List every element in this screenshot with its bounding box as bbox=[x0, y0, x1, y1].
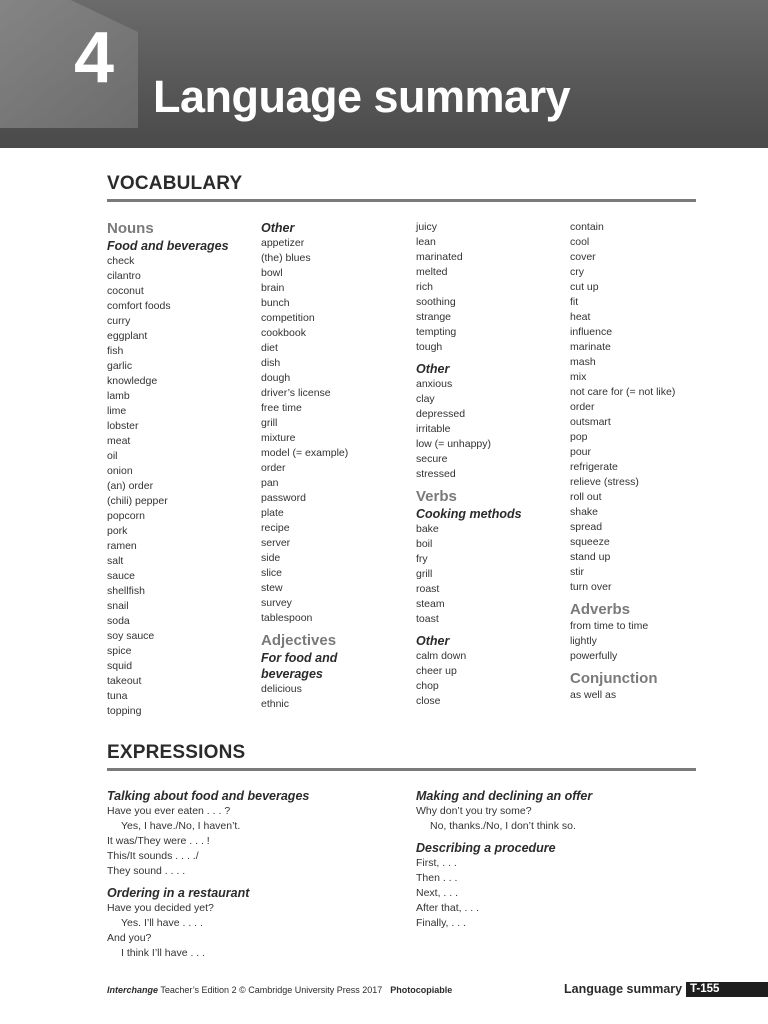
expression-line: Finally, . . . bbox=[416, 917, 466, 929]
vocab-word: order bbox=[570, 401, 595, 413]
vocab-word: driver’s license bbox=[261, 387, 331, 399]
vocab-word: roast bbox=[416, 583, 440, 595]
vocabulary-heading: VOCABULARY bbox=[107, 173, 243, 194]
vocab-word: cilantro bbox=[107, 270, 141, 282]
vocab-word: close bbox=[416, 695, 441, 707]
vocab-word: squid bbox=[107, 660, 133, 672]
vocab-column-3 bbox=[416, 220, 566, 709]
vocab-word: rich bbox=[416, 281, 433, 293]
vocab-word: meat bbox=[107, 435, 131, 447]
vocab-word: strange bbox=[416, 311, 452, 323]
vocab-word: soothing bbox=[416, 296, 456, 308]
vocab-word: grill bbox=[416, 568, 433, 580]
vocab-word: low (= unhappy) bbox=[416, 438, 492, 450]
subcategory-heading: Cooking methods bbox=[416, 507, 522, 521]
vocab-word: pop bbox=[570, 431, 588, 443]
vocab-word: marinate bbox=[570, 341, 611, 353]
expressions-heading: EXPRESSIONS bbox=[107, 742, 246, 763]
vocab-word: chop bbox=[416, 680, 439, 692]
vocab-word: order bbox=[261, 462, 286, 474]
vocab-word: juicy bbox=[416, 221, 438, 233]
vocab-word: tuna bbox=[107, 690, 128, 702]
vocab-word: influence bbox=[570, 326, 613, 338]
footer-book-title: Interchange bbox=[107, 985, 159, 995]
vocab-word: check bbox=[107, 255, 135, 267]
vocab-word: tough bbox=[416, 341, 443, 353]
subcategory-heading: Other bbox=[416, 362, 450, 376]
vocab-word: spice bbox=[107, 645, 132, 657]
vocab-word: snail bbox=[107, 600, 129, 612]
vocab-word: competition bbox=[261, 312, 315, 324]
vocab-word: fit bbox=[570, 296, 579, 308]
vocab-word: (an) order bbox=[107, 480, 154, 492]
vocab-word: heat bbox=[570, 311, 591, 323]
vocab-word: shellfish bbox=[107, 585, 145, 597]
vocab-word: lamb bbox=[107, 390, 130, 402]
vocab-word: topping bbox=[107, 705, 142, 717]
vocab-word: mix bbox=[570, 371, 587, 383]
vocab-word: ramen bbox=[107, 540, 137, 552]
category-heading: Conjunction bbox=[570, 670, 658, 687]
subcategory-heading: Talking about food and beverages bbox=[107, 789, 310, 803]
subcategory-heading: For food and bbox=[261, 651, 338, 665]
vocab-word: ethnic bbox=[261, 698, 290, 710]
vocab-word: toast bbox=[416, 613, 439, 625]
vocab-word: stand up bbox=[570, 551, 611, 563]
subcategory-heading: Making and declining an offer bbox=[416, 789, 593, 803]
vocab-word: cry bbox=[570, 266, 584, 278]
vocab-word: brain bbox=[261, 282, 285, 294]
subcategory-heading: beverages bbox=[261, 667, 323, 681]
vocab-word: melted bbox=[416, 266, 448, 278]
expression-line: After that, . . . bbox=[416, 902, 480, 914]
expression-line: Why don’t you try some? bbox=[416, 805, 532, 817]
expression-response: I think I’ll have . . . bbox=[121, 947, 206, 959]
vocab-word: model (= example) bbox=[261, 447, 349, 459]
footer-edition: Teacher’s Edition 2 © Cambridge University Press 2017 bbox=[158, 985, 383, 995]
category-heading: Verbs bbox=[416, 488, 457, 505]
vocab-word: not care for (= not like) bbox=[570, 386, 676, 398]
vocab-word: comfort foods bbox=[107, 300, 171, 312]
vocab-word: salt bbox=[107, 555, 124, 567]
page-title: Language summary bbox=[153, 71, 571, 122]
chapter-tab-shape bbox=[0, 0, 138, 128]
vocab-word: from time to time bbox=[570, 620, 649, 632]
vocab-word: soy sauce bbox=[107, 630, 155, 642]
vocab-word: bake bbox=[416, 523, 439, 535]
vocab-word: knowledge bbox=[107, 375, 158, 387]
expression-line: Have you ever eaten . . . ? bbox=[107, 805, 231, 817]
expression-response: Yes, I have./No, I haven’t. bbox=[121, 820, 241, 832]
vocab-word: onion bbox=[107, 465, 133, 477]
vocab-word: stew bbox=[261, 582, 283, 594]
vocab-word: server bbox=[261, 537, 291, 549]
vocab-word: cool bbox=[570, 236, 590, 248]
vocab-word: lightly bbox=[570, 635, 597, 647]
vocab-word: takeout bbox=[107, 675, 142, 687]
vocab-word: password bbox=[261, 492, 306, 504]
vocab-word: calm down bbox=[416, 650, 467, 662]
vocab-word: curry bbox=[107, 315, 131, 327]
vocab-word: popcorn bbox=[107, 510, 145, 522]
vocab-column-1 bbox=[107, 220, 257, 719]
vocab-word: spread bbox=[570, 521, 603, 533]
vocab-word: pan bbox=[261, 477, 279, 489]
vocab-word: refrigerate bbox=[570, 461, 618, 473]
vocab-word: lobster bbox=[107, 420, 139, 432]
category-heading: Adjectives bbox=[261, 632, 337, 649]
chapter-banner bbox=[0, 0, 768, 148]
vocab-word: secure bbox=[416, 453, 448, 465]
subcategory-heading: Describing a procedure bbox=[416, 841, 556, 855]
footer-section-name: Language summary bbox=[564, 982, 683, 996]
vocab-word: dish bbox=[261, 357, 281, 369]
vocab-word: irritable bbox=[416, 423, 451, 435]
vocab-word: relieve (stress) bbox=[570, 476, 639, 488]
vocab-word: steam bbox=[416, 598, 445, 610]
subcategory-heading: Food and beverages bbox=[107, 239, 229, 253]
vocab-word: eggplant bbox=[107, 330, 148, 342]
vocab-word: cheer up bbox=[416, 665, 457, 677]
vocab-word: bunch bbox=[261, 297, 290, 309]
vocab-word: mash bbox=[570, 356, 596, 368]
vocab-word: contain bbox=[570, 221, 604, 233]
vocab-word: appetizer bbox=[261, 237, 305, 249]
vocab-column-2 bbox=[261, 220, 411, 712]
vocab-word: squeeze bbox=[570, 536, 610, 548]
vocab-word: slice bbox=[261, 567, 283, 579]
expression-line: Have you decided yet? bbox=[107, 902, 214, 914]
expression-line: Next, . . . bbox=[416, 887, 459, 899]
subcategory-heading: Ordering in a restaurant bbox=[107, 886, 250, 900]
vocab-word: cover bbox=[570, 251, 596, 263]
vocab-word: shake bbox=[570, 506, 599, 518]
footer-photocopiable: Photocopiable bbox=[390, 985, 453, 995]
vocab-word: pork bbox=[107, 525, 128, 537]
vocab-word: side bbox=[261, 552, 281, 564]
footer-credit bbox=[107, 985, 452, 995]
vocab-word: garlic bbox=[107, 360, 133, 372]
vocab-word: oil bbox=[107, 450, 118, 462]
vocab-word: dough bbox=[261, 372, 291, 384]
category-heading: Adverbs bbox=[570, 601, 631, 618]
vocab-word: as well as bbox=[570, 689, 617, 701]
vocab-word: powerfully bbox=[570, 650, 618, 662]
vocab-word: survey bbox=[261, 597, 292, 609]
expression-response: No, thanks./No, I don’t think so. bbox=[430, 820, 576, 832]
expressions-divider bbox=[107, 768, 696, 771]
vocab-word: fish bbox=[107, 345, 124, 357]
vocab-word: free time bbox=[261, 402, 302, 414]
subcategory-heading: Other bbox=[416, 634, 450, 648]
vocab-word: tempting bbox=[416, 326, 457, 338]
vocab-word: grill bbox=[261, 417, 278, 429]
vocab-word: anxious bbox=[416, 378, 453, 390]
expression-line: They sound . . . . bbox=[107, 865, 186, 877]
vocab-word: outsmart bbox=[570, 416, 611, 428]
vocab-word: diet bbox=[261, 342, 278, 354]
vocab-word: cookbook bbox=[261, 327, 306, 339]
vocab-word: roll out bbox=[570, 491, 602, 503]
vocab-word: depressed bbox=[416, 408, 466, 420]
vocab-word: sauce bbox=[107, 570, 136, 582]
vocab-word: (the) blues bbox=[261, 252, 311, 264]
vocab-word: pour bbox=[570, 446, 592, 458]
expression-line: Then . . . bbox=[416, 872, 458, 884]
expression-line: It was/They were . . . ! bbox=[107, 835, 210, 847]
expression-response: Yes. I’ll have . . . . bbox=[121, 917, 203, 929]
vocab-word: marinated bbox=[416, 251, 463, 263]
category-heading: Nouns bbox=[107, 220, 154, 237]
vocab-word: lean bbox=[416, 236, 436, 248]
vocab-word: plate bbox=[261, 507, 284, 519]
vocab-word: delicious bbox=[261, 683, 302, 695]
expressions-column-1 bbox=[107, 788, 397, 961]
vocab-word: lime bbox=[107, 405, 127, 417]
vocab-word: clay bbox=[416, 393, 435, 405]
vocab-word: stressed bbox=[416, 468, 456, 480]
chapter-number: 4 bbox=[74, 18, 115, 98]
vocab-word: tablespoon bbox=[261, 612, 313, 624]
vocab-word: fry bbox=[416, 553, 428, 565]
vocab-word: stir bbox=[570, 566, 584, 578]
expression-line: This/It sounds . . . ./ bbox=[107, 850, 199, 862]
vocab-word: recipe bbox=[261, 522, 290, 534]
vocab-word: (chili) pepper bbox=[107, 495, 168, 507]
vocabulary-divider bbox=[107, 199, 696, 202]
vocab-word: mixture bbox=[261, 432, 296, 444]
expressions-column-2 bbox=[416, 788, 706, 931]
subcategory-heading: Other bbox=[261, 221, 295, 235]
vocab-word: boil bbox=[416, 538, 433, 550]
vocab-column-4 bbox=[570, 220, 740, 703]
expression-line: And you? bbox=[107, 932, 152, 944]
expression-line: First, . . . bbox=[416, 857, 457, 869]
vocab-word: bowl bbox=[261, 267, 283, 279]
vocab-word: cut up bbox=[570, 281, 599, 293]
vocab-word: turn over bbox=[570, 581, 612, 593]
page-number: T-155 bbox=[686, 982, 768, 997]
vocab-word: soda bbox=[107, 615, 130, 627]
vocab-word: coconut bbox=[107, 285, 144, 297]
